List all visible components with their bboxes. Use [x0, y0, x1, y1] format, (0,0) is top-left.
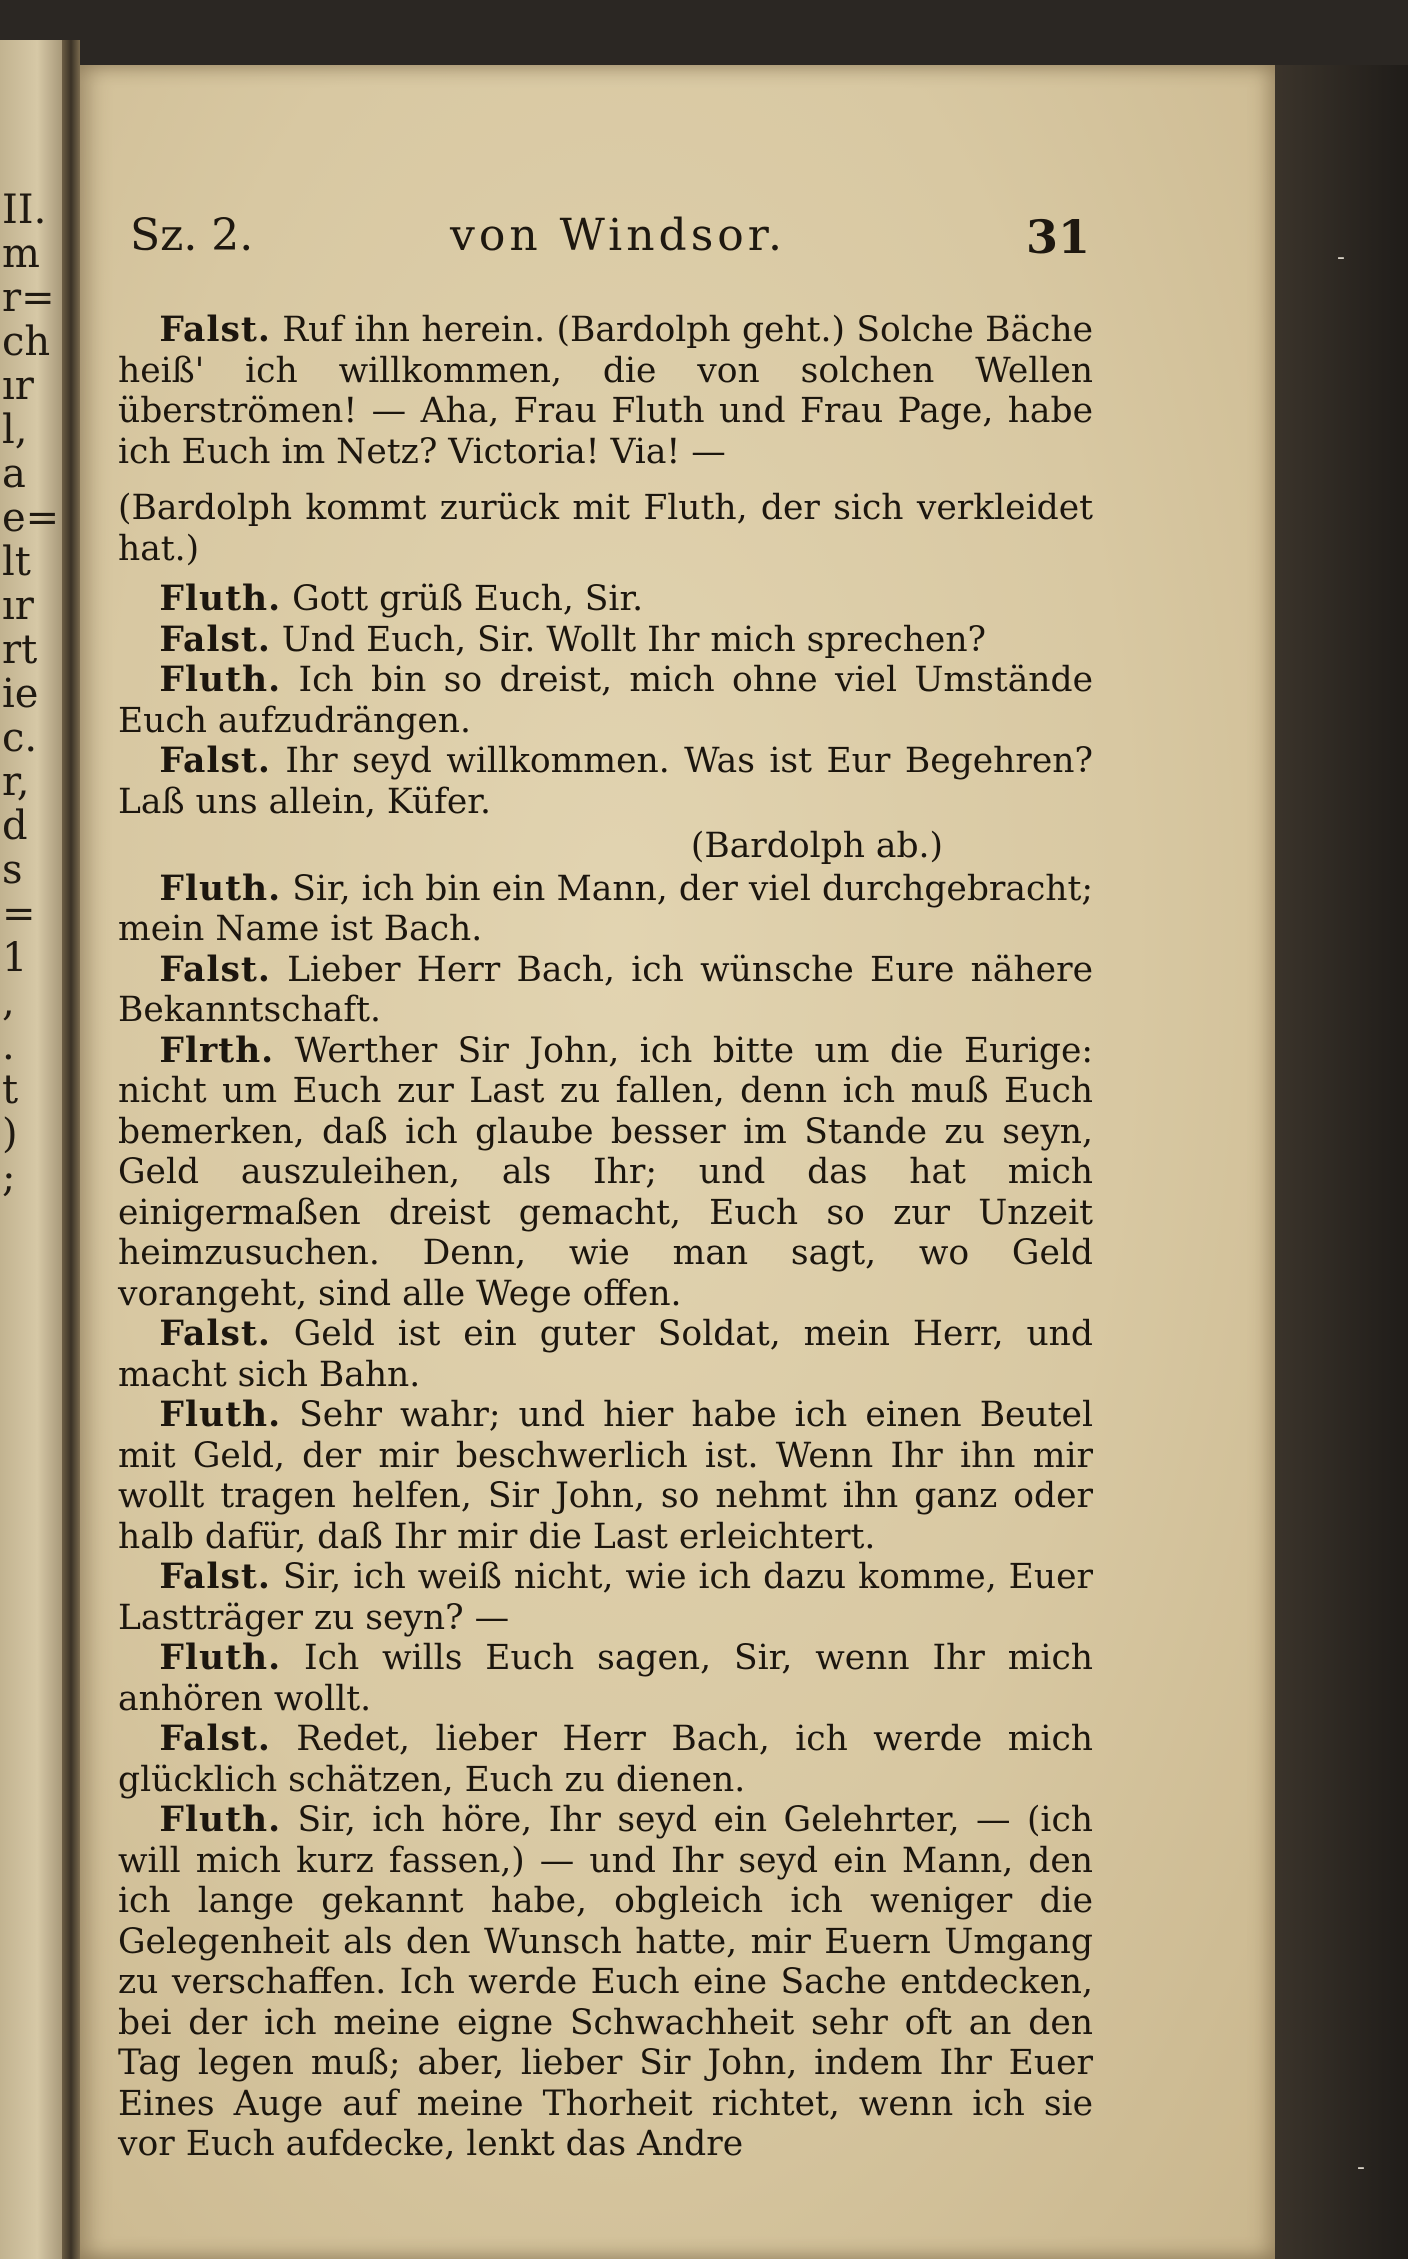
- speech-text: Ihr seyd willkommen. Was ist Eur Begehren? Laß uns allein, Küfer.: [118, 741, 1093, 822]
- speaker-name: Fluth.: [159, 1395, 282, 1435]
- speaker-name: Falst.: [159, 310, 271, 350]
- speech-text: Ruf ihn herein. (Bardolph geht.) Solche Bäche heiß' ich willkommen, die von solchen Wellen überströmen! — Aha, Frau Fluth und Frau Page, habe ich Euch im Netz? Victoria! Via! —: [118, 310, 1093, 472]
- prev-page-fragment: r=: [2, 275, 55, 321]
- scene-label: Sz. 2.: [130, 210, 254, 261]
- prev-page-fragment: ır: [2, 583, 34, 629]
- prev-page-fragment: 1: [2, 935, 28, 981]
- speech-text: Und Euch, Sir. Wollt Ihr mich sprechen?: [270, 619, 987, 660]
- prev-page-fragment: e=: [2, 495, 60, 541]
- stage-direction: (Bardolph kommt zurück mit Fluth, der sich verkleidet hat.): [118, 488, 1093, 569]
- prev-page-fragment: m: [2, 231, 40, 277]
- dialogue-line: [118, 1557, 1093, 1638]
- prev-page-fragment: ,: [2, 979, 15, 1025]
- speaker-name: Fluth.: [159, 868, 282, 909]
- running-title: von Windsor.: [450, 210, 786, 261]
- prev-page-fragment: l,: [2, 407, 28, 453]
- speech-text: Ich bin so dreist, mich ohne viel Umstände Euch aufzudrängen.: [118, 660, 1093, 741]
- dialogue-line: [118, 310, 1093, 472]
- prev-page-fragment: r,: [2, 759, 30, 805]
- speech-text: Sehr wahr; und hier habe ich einen Beutel mit Geld, der mir beschwerlich ist. Wenn Ihr ihn mir wollt tragen helfen, Sir John, so nehmt ihn ganz oder halb dafür, daß Ihr mir die Last erleichtert.: [118, 1395, 1093, 1557]
- dialogue-text: [118, 310, 1093, 2165]
- prev-page-fragment: =: [2, 891, 36, 937]
- prev-page-fragment: rt: [2, 627, 38, 673]
- prev-page-fragment: d: [2, 803, 28, 849]
- speaker-name: Fluth.: [159, 660, 282, 700]
- prev-page-fragment: s: [2, 847, 23, 893]
- speaker-name: Falst.: [159, 1557, 271, 1597]
- page-background-edge: [1275, 65, 1408, 2259]
- prev-page-fragment: t: [2, 1067, 19, 1113]
- prev-page-fragment: II.: [2, 187, 47, 233]
- exit-direction: (Bardolph ab.): [690, 826, 943, 866]
- speaker-name: Fluth.: [159, 579, 282, 619]
- speech-text: Geld ist ein guter Soldat, mein Herr, und macht sich Bahn.: [118, 1314, 1093, 1395]
- prev-page-fragment: c.: [2, 715, 38, 761]
- dialogue-line: [118, 1800, 1093, 2165]
- book-gutter: [62, 40, 80, 2259]
- dialogue-line: [118, 1395, 1093, 1557]
- prev-page-fragment: ): [2, 1111, 18, 1157]
- speech-text: Sir, ich weiß nicht, wie ich dazu komme, Euer Lastträger zu seyn? —: [118, 1557, 1093, 1638]
- speaker-name: Flrth.: [159, 1030, 275, 1071]
- dialogue-line: [118, 1314, 1093, 1395]
- speaker-name: Fluth.: [159, 1638, 282, 1678]
- speech-text: Gott grüß Euch, Sir.: [281, 579, 644, 619]
- scan-mark: -: [1357, 2155, 1365, 2180]
- dialogue-line: [118, 741, 1093, 822]
- prev-page-fragment: ie: [2, 671, 39, 717]
- prev-page-fragment: ;: [2, 1155, 16, 1201]
- dialogue-line: [118, 620, 1093, 661]
- prev-page-fragment: a: [2, 451, 26, 497]
- speaker-name: Falst.: [159, 1719, 271, 1759]
- dialogue-line: [118, 660, 1093, 741]
- speech-text: Ich wills Euch sagen, Sir, wenn Ihr mich anhören wollt.: [118, 1638, 1093, 1719]
- speaker-name: Fluth.: [159, 1800, 282, 1840]
- speaker-name: Falst.: [159, 949, 271, 990]
- prev-page-fragment: ch: [2, 319, 51, 365]
- prev-page-fragment: ır: [2, 363, 34, 409]
- dialogue-line: [118, 869, 1093, 950]
- page-number: 31: [1025, 210, 1090, 264]
- speech-text: Werther Sir John, ich bitte um die Eurige: nicht um Euch zur Last zu fallen, denn ich muß Euch bemerken, daß ich glaube besser im Stande zu seyn, Geld auszuleihen, als Ihr; und das hat mich einigermaßen dreist gemacht, Euch so zur Unzeit heimzusuchen. Denn, wie man sagt, wo Geld vorangeht, sind alle Wege offen.: [118, 1030, 1093, 1314]
- scan-mark: -: [1337, 245, 1345, 270]
- previous-page-edge: [0, 40, 62, 2259]
- dialogue-line: [118, 1638, 1093, 1719]
- speech-text: Sir, ich höre, Ihr seyd ein Gelehrter, — (ich will mich kurz fassen,) — und Ihr seyd ein Mann, den ich lange gekannt habe, obgleich ich weniger die Gelegenheit als den Wunsch hatte, mir Euern Umgang zu verschaffen. Ich werde Euch eine Sache entdecken, bei der ich meine eigne Schwachheit sehr oft an den Tag legen muß; aber, lieber Sir John, indem Ihr Euer Eines Auge auf meine Thorheit richtet, wenn ich sie vor Euch aufdecke, lenkt das Andre: [118, 1800, 1093, 2164]
- speaker-name: Falst.: [159, 619, 271, 660]
- speech-text: Sir, ich bin ein Mann, der viel durchgebracht; mein Name ist Bach.: [118, 868, 1093, 949]
- speaker-name: Falst.: [159, 1314, 271, 1354]
- running-header: [130, 210, 1090, 280]
- dialogue-line: [118, 579, 1093, 620]
- speech-text: Redet, lieber Herr Bach, ich werde mich glücklich schätzen, Euch zu dienen.: [118, 1719, 1093, 1800]
- dialogue-line: [118, 950, 1093, 1031]
- dialogue-line: [118, 1031, 1093, 1315]
- speaker-name: Falst.: [159, 741, 271, 781]
- prev-page-fragment: .: [2, 1023, 15, 1069]
- prev-page-fragment: lt: [2, 539, 31, 585]
- dialogue-line: [118, 1719, 1093, 1800]
- speech-text: Lieber Herr Bach, ich wünsche Eure nähere Bekanntschaft.: [118, 949, 1093, 1030]
